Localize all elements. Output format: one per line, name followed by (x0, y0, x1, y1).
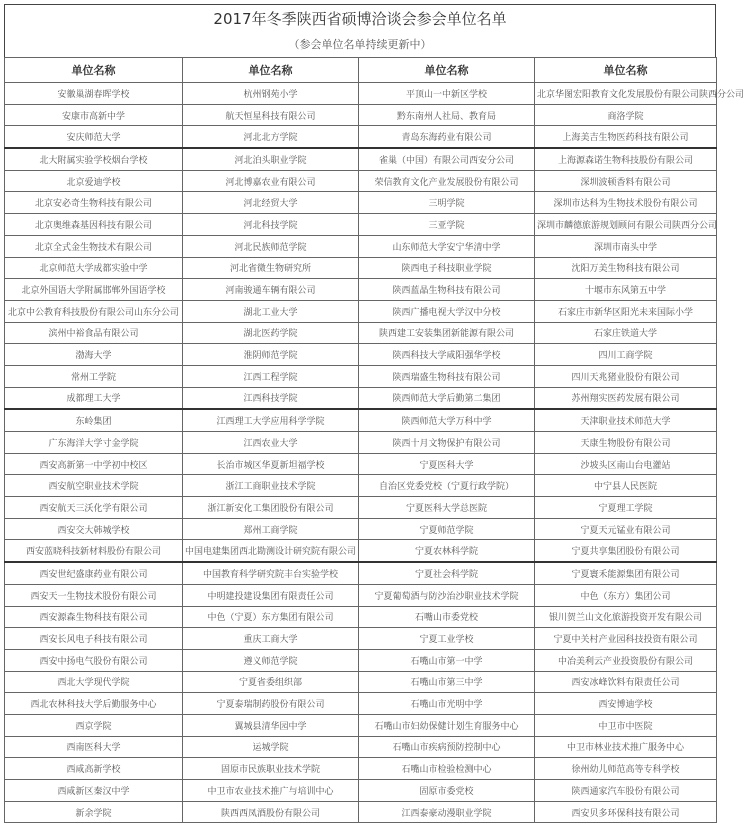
table-cell: 河北北方学院 (183, 126, 359, 148)
table-cell: 天津职业技术师范大学 (535, 409, 717, 431)
table-cell: 石嘴山市疾病预防控制中心 (359, 736, 535, 758)
table-cell: 西安航空职业技术学院 (5, 475, 183, 497)
table-cell: 陕西广播电视大学汉中分校 (359, 300, 535, 322)
table-cell: 石家庄铁道大学 (535, 322, 717, 344)
table-row (5, 693, 717, 715)
column-header: 单位名称 (5, 58, 183, 83)
table-cell: 北京全式金生物技术有限公司 (5, 235, 183, 257)
table-cell: 西安航天三沃化学有限公司 (5, 497, 183, 519)
table-cell: 西安世纪盛康药业有限公司 (5, 562, 183, 584)
table-cell: 宁夏中关村产业园科技投资有限公司 (535, 628, 717, 650)
table-cell: 石嘴山市委党校 (359, 606, 535, 628)
page-subtitle: （参会单位名单持续更新中） (4, 33, 716, 57)
table-row (5, 83, 717, 105)
table-cell: 浙江新安化工集团股份有限公司 (183, 497, 359, 519)
table-cell: 重庆工商大学 (183, 628, 359, 650)
table-cell: 江西农业大学 (183, 432, 359, 454)
table-cell: 河北泊头职业学院 (183, 148, 359, 170)
table-cell: 浙江工商职业技术学院 (183, 475, 359, 497)
table-cell: 银川贺兰山文化旅游投资开发有限公司 (535, 606, 717, 628)
table-cell: 陕西西凤酒股份有限公司 (183, 801, 359, 823)
table-cell: 中卫市农业技术推广与培训中心 (183, 780, 359, 802)
table-cell: 四川天兆猪业股份有限公司 (535, 365, 717, 387)
table-row (5, 540, 717, 562)
table-cell: 北京奥维森基因科技有限公司 (5, 214, 183, 236)
table-cell: 宁夏泰瑞制药股份有限公司 (183, 693, 359, 715)
table-cell: 广东海洋大学寸金学院 (5, 432, 183, 454)
table-row (5, 192, 717, 214)
table-cell: 河北省微生物研究所 (183, 257, 359, 279)
document-sheet (4, 4, 744, 823)
table-row (5, 300, 717, 322)
table-cell: 中国电建集团西北勘测设计研究院有限公司 (183, 540, 359, 562)
table-cell: 长治市城区华夏新坦福学校 (183, 453, 359, 475)
table-cell: 宁夏共享集团股份有限公司 (535, 540, 717, 562)
table-cell: 荣信教育文化产业发展股份有限公司 (359, 170, 535, 192)
table-cell: 陕西电子科技职业学院 (359, 257, 535, 279)
table-cell: 江西理工大学应用科学学院 (183, 409, 359, 431)
table-cell: 中国教育科学研究院丰台实验学校 (183, 562, 359, 584)
table-cell: 西安蓝晓科技新材料股份有限公司 (5, 540, 183, 562)
table-cell: 北京师范大学成都实验中学 (5, 257, 183, 279)
table-row (5, 104, 717, 126)
table-cell: 北大附属实验学校烟台学校 (5, 148, 183, 170)
column-header: 单位名称 (183, 58, 359, 83)
table-cell: 苏州翔实医药发展有限公司 (535, 387, 717, 409)
table-cell: 中宁县人民医院 (535, 475, 717, 497)
table-cell: 雀巢（中国）有限公司西安分公司 (359, 148, 535, 170)
table-row (5, 562, 717, 584)
table-cell: 中色（东方）集团公司 (535, 584, 717, 606)
table-cell: 西安贝多环保科技有限公司 (535, 801, 717, 823)
table-cell: 安康市高新中学 (5, 104, 183, 126)
table-cell: 宁夏工业学校 (359, 628, 535, 650)
table-cell: 新余学院 (5, 801, 183, 823)
page-title: 2017年冬季陕西省硕博洽谈会参会单位名单 (4, 4, 716, 33)
table-cell: 江西工程学院 (183, 365, 359, 387)
table-cell: 中冶美利云产业投资股份有限公司 (535, 649, 717, 671)
table-cell: 徐州幼儿师范高等专科学校 (535, 758, 717, 780)
table-cell: 宁夏医科大学总医院 (359, 497, 535, 519)
table-cell: 深圳市南头中学 (535, 235, 717, 257)
table-cell: 河北经贸大学 (183, 192, 359, 214)
table-cell: 北京中公教育科技股份有限公司山东分公司 (5, 300, 183, 322)
table-cell: 河南骏通车辆有限公司 (183, 279, 359, 301)
table-cell: 中卫市林业技术推广服务中心 (535, 736, 717, 758)
table-cell: 常州工学院 (5, 365, 183, 387)
table-cell: 宁夏师范学院 (359, 518, 535, 540)
table-cell: 上海美吉生物医药科技有限公司 (535, 126, 717, 148)
table-cell: 西安长风电子科技有限公司 (5, 628, 183, 650)
table-cell: 河北博嘉农业有限公司 (183, 170, 359, 192)
table-cell: 北京外国语大学附属邯郸外国语学校 (5, 279, 183, 301)
table-cell: 淮阴师范学院 (183, 344, 359, 366)
table-cell: 天康生物股份有限公司 (535, 432, 717, 454)
table-cell: 北京爱迪学校 (5, 170, 183, 192)
table-row (5, 475, 717, 497)
table-cell: 湖北工业大学 (183, 300, 359, 322)
table-row (5, 148, 717, 170)
table-cell: 安徽巢湖春晖学校 (5, 83, 183, 105)
table-cell: 中明建投建设集团有限责任公司 (183, 584, 359, 606)
table-cell: 三明学院 (359, 192, 535, 214)
table-cell: 西安源森生物科技有限公司 (5, 606, 183, 628)
table-row (5, 714, 717, 736)
table-row (5, 584, 717, 606)
table-cell: 山东师范大学安宁华清中学 (359, 235, 535, 257)
table-body (5, 83, 744, 823)
table-cell: 商洛学院 (535, 104, 717, 126)
table-cell: 杭州钢苑小学 (183, 83, 359, 105)
table-row (5, 235, 717, 257)
table-cell: 湖北医药学院 (183, 322, 359, 344)
table-cell: 宁夏理工学院 (535, 497, 717, 519)
table-cell: 中色（宁夏）东方集团有限公司 (183, 606, 359, 628)
table-cell: 石嘴山市检验检测中心 (359, 758, 535, 780)
table-cell: 陕西蓝晶生物科技有限公司 (359, 279, 535, 301)
table-cell: 陕西建工安装集团新能源有限公司 (359, 322, 535, 344)
table-cell: 陕西瑞盛生物科技有限公司 (359, 365, 535, 387)
table-cell: 河北民族师范学院 (183, 235, 359, 257)
table-row (5, 801, 717, 823)
table-row (5, 649, 717, 671)
table-cell: 西咸高新学校 (5, 758, 183, 780)
table-cell: 陕西师范大学后勤第二集团 (359, 387, 535, 409)
table-cell: 西北大学现代学院 (5, 671, 183, 693)
table-row (5, 279, 717, 301)
table-cell: 固原市民族职业技术学院 (183, 758, 359, 780)
table-cell: 石嘴山市妇幼保健计划生育服务中心 (359, 714, 535, 736)
table-cell: 成都理工大学 (5, 387, 183, 409)
table-cell: 西安博迪学校 (535, 693, 717, 715)
table-row (5, 780, 717, 802)
table-cell: 宁夏农林科学院 (359, 540, 535, 562)
table-cell: 青岛东海药业有限公司 (359, 126, 535, 148)
table-row (5, 322, 717, 344)
table-cell: 三亚学院 (359, 214, 535, 236)
table-cell: 东岭集团 (5, 409, 183, 431)
table-row (5, 257, 717, 279)
table-cell: 北京安必奇生物科技有限公司 (5, 192, 183, 214)
table-row (5, 126, 717, 148)
table-cell: 上海源森诺生物科技股份有限公司 (535, 148, 717, 170)
table-cell: 自治区党委党校（宁夏行政学院） (359, 475, 535, 497)
table-cell: 西安中扬电气股份有限公司 (5, 649, 183, 671)
table-row (5, 365, 717, 387)
table-cell: 翼城县清华园中学 (183, 714, 359, 736)
table-cell: 石嘴山市第三中学 (359, 671, 535, 693)
table-cell: 石嘴山市光明中学 (359, 693, 535, 715)
table-cell: 遵义师范学院 (183, 649, 359, 671)
table-cell: 沙坡头区南山台电灌站 (535, 453, 717, 475)
column-header: 单位名称 (535, 58, 717, 83)
table-cell: 西安交大韩城学校 (5, 518, 183, 540)
table-cell: 陕西科技大学咸阳强华学校 (359, 344, 535, 366)
table-cell: 西北农林科技大学后勤服务中心 (5, 693, 183, 715)
table-cell: 黔东南州人社局、教育局 (359, 104, 535, 126)
table-cell: 陕西师范大学万科中学 (359, 409, 535, 431)
table-row (5, 518, 717, 540)
table-cell: 宁夏省委组织部 (183, 671, 359, 693)
table-cell: 陕西通家汽车股份有限公司 (535, 780, 717, 802)
table-cell: 西南医科大学 (5, 736, 183, 758)
table-cell: 西安天一生物技术股份有限公司 (5, 584, 183, 606)
table-cell: 河北科技学院 (183, 214, 359, 236)
table-cell: 宁夏天元锰业有限公司 (535, 518, 717, 540)
table-cell: 航天恒星科技有限公司 (183, 104, 359, 126)
table-row (5, 214, 717, 236)
table-row (5, 606, 717, 628)
participant-table (4, 57, 744, 823)
table-cell: 深圳市达科为生物技术股份有限公司 (535, 192, 717, 214)
table-cell: 沈阳万美生物科技有限公司 (535, 257, 717, 279)
table-row (5, 453, 717, 475)
table-row (5, 671, 717, 693)
table-cell: 深圳市麟德旅游规划顾问有限公司陕西分公司 (535, 214, 717, 236)
table-cell: 石嘴山市第一中学 (359, 649, 535, 671)
table-cell: 渤海大学 (5, 344, 183, 366)
table-cell: 西咸新区秦汉中学 (5, 780, 183, 802)
table-cell: 运城学院 (183, 736, 359, 758)
table-cell: 宁夏寰禾能源集团有限公司 (535, 562, 717, 584)
table-cell: 滨州中裕食品有限公司 (5, 322, 183, 344)
table-cell: 石家庄市新华区阳光未来国际小学 (535, 300, 717, 322)
table-row (5, 736, 717, 758)
column-header: 单位名称 (359, 58, 535, 83)
table-cell: 郑州工商学院 (183, 518, 359, 540)
table-cell: 安庆师范大学 (5, 126, 183, 148)
table-row (5, 344, 717, 366)
table-cell: 十堰市东风第五中学 (535, 279, 717, 301)
table-cell: 固原市委党校 (359, 780, 535, 802)
table-row (5, 170, 717, 192)
header-row (5, 58, 717, 83)
table-row (5, 432, 717, 454)
table-cell: 西安冰峰饮料有限责任公司 (535, 671, 717, 693)
table-cell: 江西科技学院 (183, 387, 359, 409)
table-cell: 宁夏葡萄酒与防沙治沙职业技术学院 (359, 584, 535, 606)
table-cell: 西京学院 (5, 714, 183, 736)
table-row (5, 497, 717, 519)
table-cell: 四川工商学院 (535, 344, 717, 366)
table-cell: 北京华图宏阳教育文化发展股份有限公司陕西分公司 (535, 83, 717, 105)
table-row (5, 628, 717, 650)
table-cell: 深圳波顿香料有限公司 (535, 170, 717, 192)
table-cell: 平顶山一中新区学校 (359, 83, 535, 105)
table-cell: 宁夏医科大学 (359, 453, 535, 475)
table-cell: 宁夏社会科学院 (359, 562, 535, 584)
table-cell: 西安高新第一中学初中校区 (5, 453, 183, 475)
table-row (5, 387, 717, 409)
table-row (5, 409, 717, 431)
table-row (5, 758, 717, 780)
table-cell: 陕西十月文物保护有限公司 (359, 432, 535, 454)
table-cell: 中卫市中医院 (535, 714, 717, 736)
table-cell: 江西泰豪动漫职业学院 (359, 801, 535, 823)
